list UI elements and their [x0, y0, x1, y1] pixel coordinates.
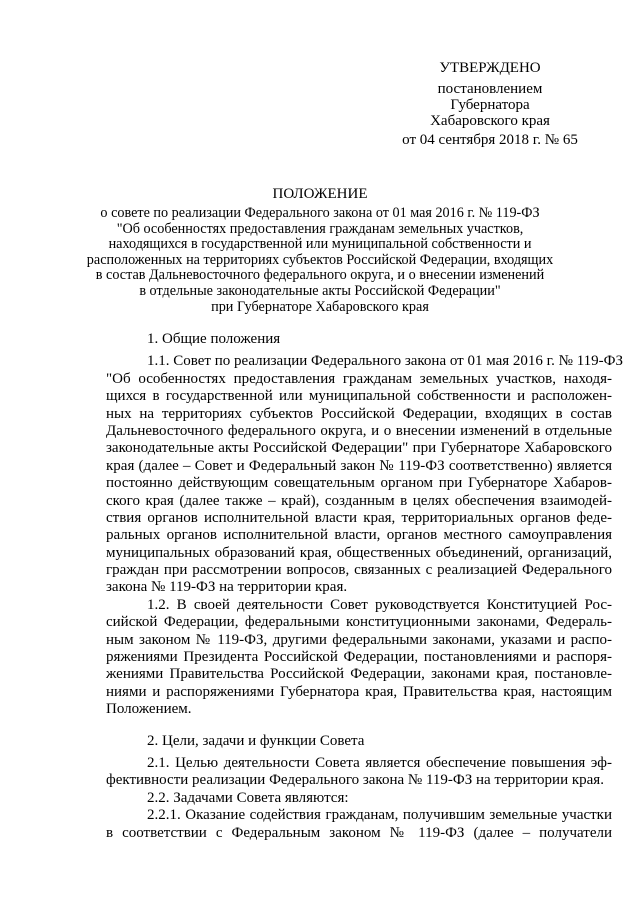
paragraph-line: ствия органов исполнительной власти края, территориальных органов феде- [106, 509, 612, 526]
section-1-heading: 1. Общие положения [147, 331, 281, 347]
paragraph-line: 1.1. Совет по реализации Федерального закона от 01 мая 2016 г. № 119-ФЗ [147, 353, 623, 370]
paragraph-line: ниями и распоряжениями Губернатора края, Правительства края, настоящим [106, 683, 612, 700]
title-line: в состав Дальневосточного федерального округа, и о внесении изменений [95, 267, 545, 284]
paragraph-line: ряжениями Президента Российской Федерации, постановлениями и распоря- [106, 649, 612, 666]
paragraph-2-2 [106, 790, 612, 807]
paragraph-line: 2.1. Целью деятельности Совета является обеспечение повышения эф- [147, 755, 612, 772]
title-line: "Об особенностях предоставления гражданам земельных участков, [116, 220, 524, 237]
paragraph-line: Положением. [106, 701, 192, 718]
paragraph-line: ральных органов исполнительной власти, органов местного самоуправления [106, 527, 612, 544]
title-line: о совете по реализации Федерального закона от 01 мая 2016 г. № 119-ФЗ [100, 205, 540, 221]
paragraph-line: Дальневосточного федерального округа, и о внесении изменений в отдельные [106, 422, 612, 439]
paragraph-2-2-1 [106, 807, 612, 842]
paragraph-line: 2.2.1. Оказание содействия гражданам, получившим земельные участки [147, 807, 612, 824]
paragraph-line: жениями Правительства Российской Федерации, законами края, постановле- [106, 666, 612, 683]
paragraph-line: законодательные акты Российской Федерации" при Губернаторе Хабаровского [106, 440, 612, 457]
approval-line: постановлением [437, 81, 543, 97]
paragraph-line: закона № 119-ФЗ на территории края. [106, 579, 348, 596]
document-title [80, 186, 560, 315]
section-2-heading: 2. Цели, задачи и функции Совета [147, 732, 365, 749]
paragraph-2-1 [106, 755, 612, 790]
paragraph-line: 2.2. Задачами Совета являются: [147, 789, 349, 806]
paragraph-line: муниципальных образований края, общественных объединений, организаций, [106, 544, 612, 561]
paragraph-line: ского края (далее также – край), созданным в целях обеспечения взаимодей- [106, 492, 612, 509]
title-line: находящихся в государственной или муниципальной собственности и [108, 236, 532, 253]
paragraph-line: фективности реализации Федерального закона № 119-ФЗ на территории края. [106, 772, 604, 789]
paragraph-line: щихся в государственной или муниципальной собственности и расположен- [106, 388, 612, 405]
title-line: при Губернаторе Хабаровского края [211, 298, 429, 315]
paragraph-line: сийской Федерации, федеральными конституционными законами, Федераль- [106, 614, 612, 631]
document-body [106, 331, 623, 842]
approval-stamp [380, 60, 600, 148]
title-heading: ПОЛОЖЕНИЕ [272, 186, 368, 202]
paragraph-line: в соответствии с Федеральным законом № 119-ФЗ (далее – получатели [106, 824, 612, 841]
paragraph-line: 1.2. В своей деятельности Совет руководствуется Конституцией Рос- [147, 596, 612, 613]
approval-line: Хабаровского края [430, 113, 550, 129]
paragraph-line: ных на территориях субъектов Российской Федерации, входящих в состав [106, 405, 612, 422]
paragraph-line: постоянно действующим совещательным органом при Губернаторе Хабаров- [106, 475, 612, 492]
paragraph-line: края (далее – Совет и Федеральный закон № 119-ФЗ соответственно) является [106, 457, 612, 474]
paragraph-1-1 [106, 353, 623, 596]
title-line: расположенных на территориях субъектов Российской Федерации, входящих [86, 251, 554, 268]
paragraph-line: "Об особенностях предоставления гражданам земельных участков, находя- [106, 370, 612, 387]
approval-line: от 04 сентября 2018 г. № 65 [402, 132, 578, 148]
paragraph-1-2 [106, 597, 612, 719]
approval-line: УТВЕРЖДЕНО [439, 60, 541, 76]
approval-line: Губернатора [450, 97, 530, 113]
title-line: в отдельные законодательные акты Российской Федерации" [139, 282, 501, 299]
paragraph-line: ным законом № 119-ФЗ, другими федеральными законами, указами и распо- [106, 631, 612, 648]
paragraph-line: граждан при рассмотрении вопросов, связанных с реализацией Федерального [106, 562, 612, 579]
